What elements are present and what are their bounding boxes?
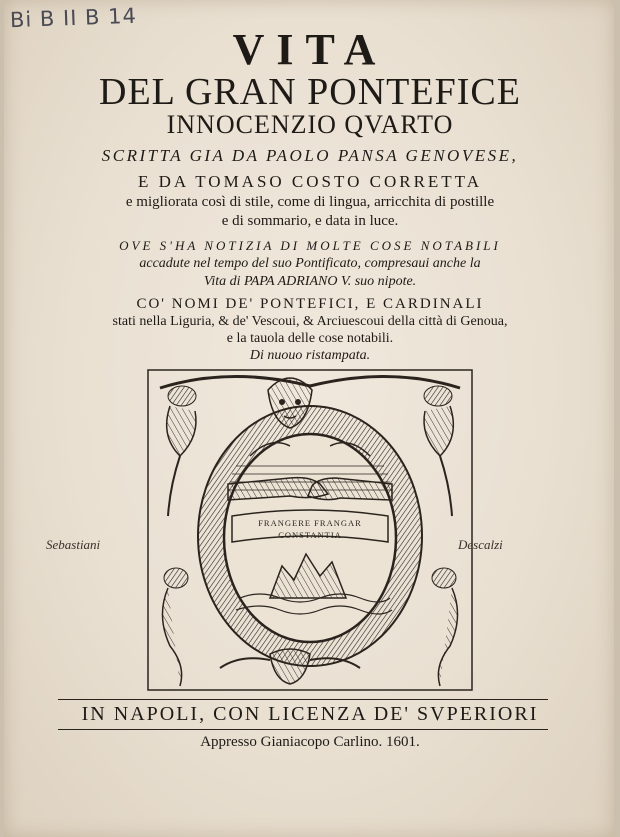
author-line-4: e di sommario, e data in luce.	[221, 213, 399, 229]
figure-upper-left	[167, 386, 196, 516]
motto-upper: FRANGERE FRANGAR	[258, 518, 362, 528]
motto-lower: CONSTANTIA	[278, 530, 342, 540]
reprint-note: Di nuouo ristampata.	[249, 348, 371, 363]
figure-upper-right	[424, 386, 453, 516]
imprint-line: IN NAPOLI, CON LICENZA DE' SVPERIORI	[81, 703, 539, 725]
title-line-2: DEL GRAN PONTEFICE	[99, 71, 521, 113]
title-line-3: INNOCENZIO QVARTO	[166, 110, 454, 139]
figure-lower-right	[432, 568, 458, 686]
garland-top	[160, 376, 460, 388]
handwritten-note-left: Sebastiani	[46, 537, 101, 552]
printers-mark-woodcut	[140, 366, 480, 696]
title-line-1: VITA	[232, 25, 388, 74]
notice-line-1: OVE S'HA NOTIZIA DI MOLTE COSE NOTABILI	[119, 238, 501, 253]
rule-below-imprint	[58, 729, 548, 730]
publisher-line: Appresso Gianiacopo Carlino. 1601.	[200, 734, 420, 750]
notice-line-2: accadute nel tempo del suo Pontificato, compresaui anche la	[139, 256, 481, 271]
names-line-2: stati nella Liguria, & de' Vescoui, & Arciuescoui della città di Genoua,	[112, 314, 508, 329]
shelfmark-note: Bi B II B 14	[9, 3, 138, 33]
rule-above-imprint	[58, 699, 548, 700]
author-line-2: E DA TOMASO COSTO CORRETTA	[138, 172, 482, 191]
figure-lower-left	[162, 568, 188, 686]
author-line-1: SCRITTA GIA DA PAOLO PANSA GENOVESE,	[101, 146, 519, 165]
author-line-3: e migliorata così di stile, come di lingua, arricchita di postille	[125, 194, 495, 210]
clasped-hands	[228, 478, 392, 500]
names-line-1: CO' NOMI DE' PONTEFICI, E CARDINALI	[136, 296, 484, 312]
notice-line-3: Vita di PAPA ADRIANO V. suo nipote.	[203, 274, 417, 289]
handwritten-note-right: Descalzi	[458, 537, 503, 552]
names-line-3: e la tauola delle cose notabili.	[226, 331, 394, 346]
